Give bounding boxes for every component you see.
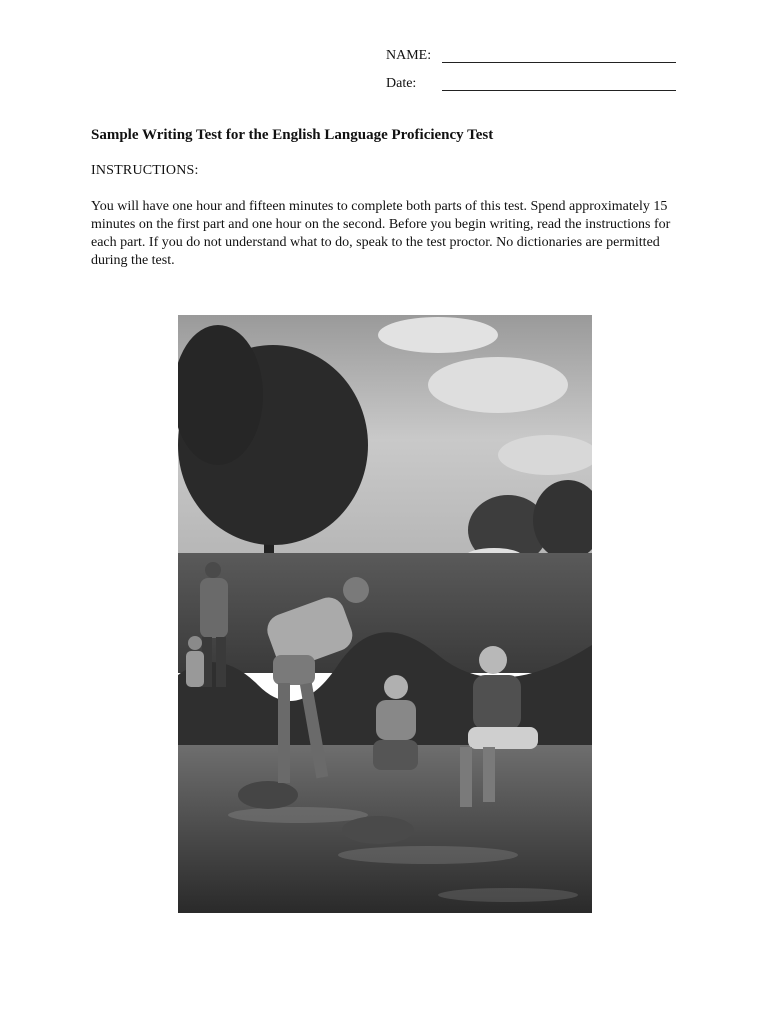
family-creek-photo: [178, 315, 592, 913]
name-blank-line[interactable]: [442, 62, 676, 63]
date-blank-line[interactable]: [442, 90, 676, 91]
instructions-body: You will have one hour and fifteen minutes to complete both parts of this test. Spend approximately 15 minutes on the first part and one hour on the second. Before you begin writing, read the instructions for each part. If you do not understand what to do, speak to the test proctor. No dictionaries are permitted during the test.: [91, 199, 671, 268]
name-field-row: [386, 46, 686, 74]
instructions-heading: INSTRUCTIONS:: [91, 163, 199, 178]
date-label: Date:: [386, 76, 417, 91]
header-fields: [386, 46, 686, 102]
date-field-row: [386, 74, 686, 102]
page-title: Sample Writing Test for the English Language Proficiency Test: [91, 127, 494, 143]
name-label: NAME:: [386, 48, 432, 63]
